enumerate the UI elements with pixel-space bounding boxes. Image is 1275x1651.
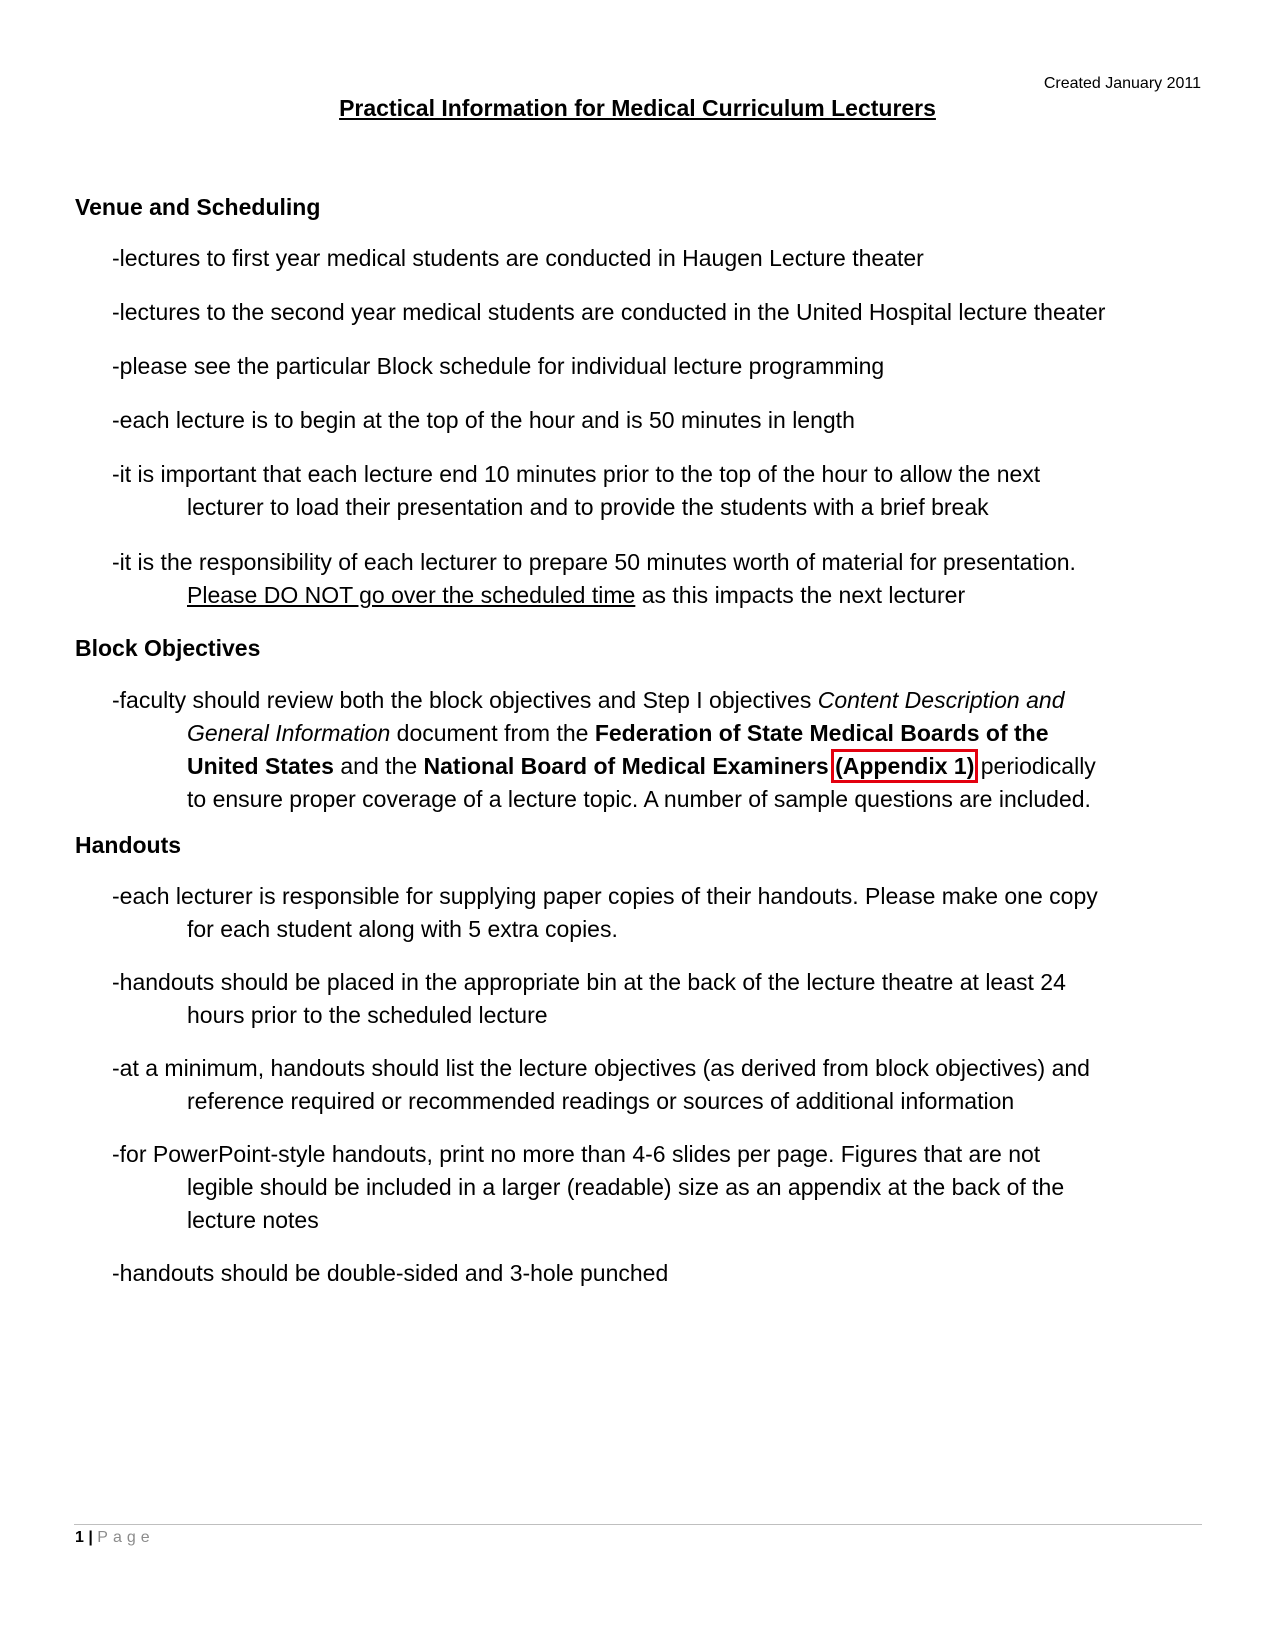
venue-item-6-line-1: -it is the responsibility of each lecturer to prepare 50 minutes worth of material for presentation. [112,549,1076,575]
handouts-item-1 [112,880,1202,946]
venue-item-1: -lectures to first year medical students are conducted in Haugen Lecture theater [112,245,924,271]
page-title: Practical Information for Medical Curriculum Lecturers [339,95,936,121]
venue-item-5 [112,458,1202,524]
venue-item-6-line-2 [112,579,1202,612]
objectives-doc-title-1: Content Description and [817,687,1065,713]
objectives-line-1 [112,687,1065,713]
handouts-item-4-line-1: -for PowerPoint-style handouts, print no more than 4-6 slides per page. Figures that are not [112,1141,1041,1167]
objectives-text-2: document from the [390,720,595,746]
objectives-item-1 [112,684,1202,816]
venue-item-5-line-2: lecturer to load their presentation and to provide the students with a brief break [187,494,989,520]
footer-rule [74,1524,1202,1525]
objectives-text-4: periodically [974,753,1096,779]
handouts-item-3-line-2: reference required or recommended readings or sources of additional information [187,1088,1015,1114]
venue-item-4: -each lecture is to begin at the top of the hour and is 50 minutes in length [112,407,855,433]
section-heading-handouts: Handouts [75,832,182,858]
handouts-item-1-line-1: -each lecturer is responsible for supplying paper copies of their handouts. Please make one copy [112,883,1098,909]
handouts-item-2 [112,966,1202,1032]
objectives-line-4: to ensure proper coverage of a lecture topic. A number of sample questions are included. [187,786,1091,812]
handouts-item-4 [112,1138,1202,1237]
objectives-line-3 [112,750,1202,783]
venue-item-5-line-1: -it is important that each lecture end 10 minutes prior to the top of the hour to allow the next [112,461,1041,487]
created-date: Created January 2011 [1043,75,1201,92]
objectives-org-2: National Board of Medical Examiners [423,753,829,779]
page-number: 1 [75,1529,84,1546]
page-footer [75,1528,155,1548]
appendix-reference[interactable]: (Appendix 1) [835,753,975,779]
handouts-item-1-line-2: for each student along with 5 extra copies. [187,916,618,942]
handouts-item-4-line-2: legible should be included in a larger (readable) size as an appendix at the back of the [187,1174,1065,1200]
handouts-item-3-line-1: -at a minimum, handouts should list the lecture objectives (as derived from block objectives) and [112,1055,1090,1081]
objectives-text-3: and the [333,753,424,779]
handouts-item-5: -handouts should be double-sided and 3-hole punched [112,1260,669,1286]
objectives-line-2 [112,717,1202,750]
handouts-item-2-line-2: hours prior to the scheduled lecture [187,1002,548,1028]
footer-separator: | [88,1529,93,1546]
handouts-item-2-line-1: -handouts should be placed in the appropriate bin at the back of the lecture theatre at least 24 [112,969,1066,995]
page-label: Page [97,1529,155,1546]
venue-item-6-rest: as this impacts the next lecturer [635,582,966,608]
handouts-item-3 [112,1052,1202,1118]
venue-item-3: -please see the particular Block schedule for individual lecture programming [112,353,885,379]
handouts-item-4-line-3: lecture notes [187,1207,319,1233]
venue-item-2: -lectures to the second year medical students are conducted in the United Hospital lecture theater [112,299,1106,325]
objectives-doc-title-2: General Information [187,720,391,746]
section-heading-venue: Venue and Scheduling [75,194,321,220]
venue-item-6 [112,546,1202,612]
objectives-org-1: Federation of State Medical Boards of the [594,720,1049,746]
objectives-text-1: -faculty should review both the block objectives and Step I objectives [112,687,818,713]
section-heading-objectives: Block Objectives [75,635,261,661]
do-not-exceed-note: Please DO NOT go over the scheduled time [187,582,636,608]
objectives-org-1-cont: United States [187,753,334,779]
